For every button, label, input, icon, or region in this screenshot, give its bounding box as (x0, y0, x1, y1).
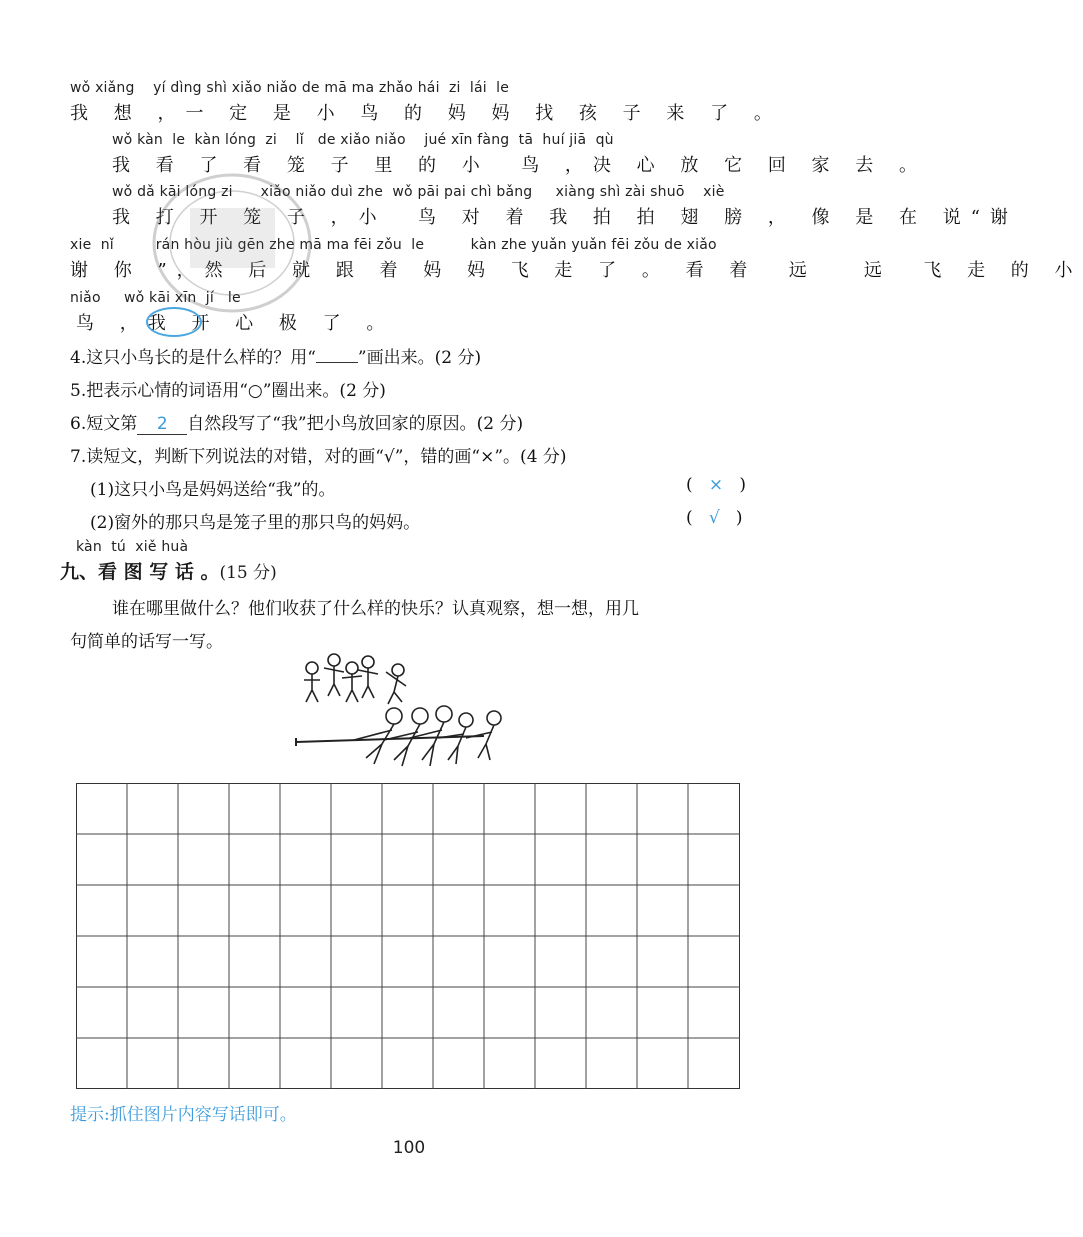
q6-answer: 2 (156, 414, 168, 434)
question-7-2: (2)窗外的那只鸟是笼子里的那只鸟的妈妈。 (90, 513, 421, 533)
passage-line3-text: 我 打 开 笼 子 ，小 鸟 对 着 我 拍 拍 翅 膀 ， 像 是 在 说“谢 (112, 207, 1018, 228)
q7-2-paren: ( √ ) (686, 508, 743, 528)
question-4: 4.这只小鸟长的是什么样的？用“ ”画出来。(2 分) (70, 348, 482, 368)
watermark-stamp (150, 168, 315, 318)
question-7: 7.读短文，判断下列说法的对错，对的画“√”，错的画“×”。(4 分) (70, 447, 567, 467)
passage-line1-text: 我 想 ，一 定 是 小 鸟 的 妈 妈 找 孩 子 来 了 。 (70, 103, 782, 124)
passage-line1-pinyin: wǒ xiǎng yí dìng shì xiǎo niǎo de mā ma zhǎo hái zi lái le (70, 80, 510, 96)
passage-line5-text: 鸟 ，我 开 心 极 了 。 (76, 313, 395, 334)
question-6: 6.短文第 2 自然段写了“我”把小鸟放回家的原因。(2 分) (70, 414, 524, 434)
section9-prompt-line1: 谁在哪里做什么？他们收获了什么样的快乐？认真观察，想一想，用几 (112, 599, 639, 619)
passage-line4-pinyin: xie nǐ rán hòu jiù gēn zhe mā ma fēi zǒu le kàn zhe yuǎn yuǎn fēi zǒu de xiǎo (70, 237, 717, 253)
question-5: 5.把表示心情的词语用“○”圈出来。(2 分) (70, 381, 386, 401)
tug-of-war-illustration (294, 646, 524, 774)
writing-grid[interactable] (76, 783, 740, 1089)
q7-2-answer: √ (708, 508, 720, 528)
passage-line4-text: 谢 你 ”，然 后 就 跟 着 妈 妈 飞 走 了 。 看 着 远 远 飞 走 的 小 (70, 260, 1083, 281)
section9-prompt-line2: 句简单的话写一写。 (70, 632, 223, 652)
passage-line5-pinyin: niǎo wǒ kāi xīn jí le (70, 290, 241, 306)
passage-line3-pinyin: wǒ dǎ kāi lóng zi xiǎo niǎo duì zhe wǒ pāi pai chì bǎng xiàng shì zài shuō xiè (112, 184, 725, 200)
section9-title: 九、看 图 写 话 。(15 分) (60, 561, 277, 583)
hint-text: 提示:抓住图片内容写话即可。 (70, 1105, 297, 1125)
q7-1-paren: ( × ) (686, 475, 746, 495)
passage-line2-text: 我 看 了 看 笼 子 里 的 小 鸟 ，决 心 放 它 回 家 去 。 (112, 155, 927, 176)
page-number: 100 (392, 1138, 426, 1158)
section9-pinyin: kàn tú xiě huà (76, 539, 189, 555)
q7-1-answer: × (708, 475, 724, 495)
underline-sample (316, 348, 358, 363)
writing-grid-lines (76, 783, 740, 1089)
passage-line2-pinyin: wǒ kàn le kàn lóng zi lǐ de xiǎo niǎo jué xīn fàng tā huí jiā qù (112, 132, 614, 148)
question-7-1: (1)这只小鸟是妈妈送给“我”的。 (90, 480, 336, 500)
